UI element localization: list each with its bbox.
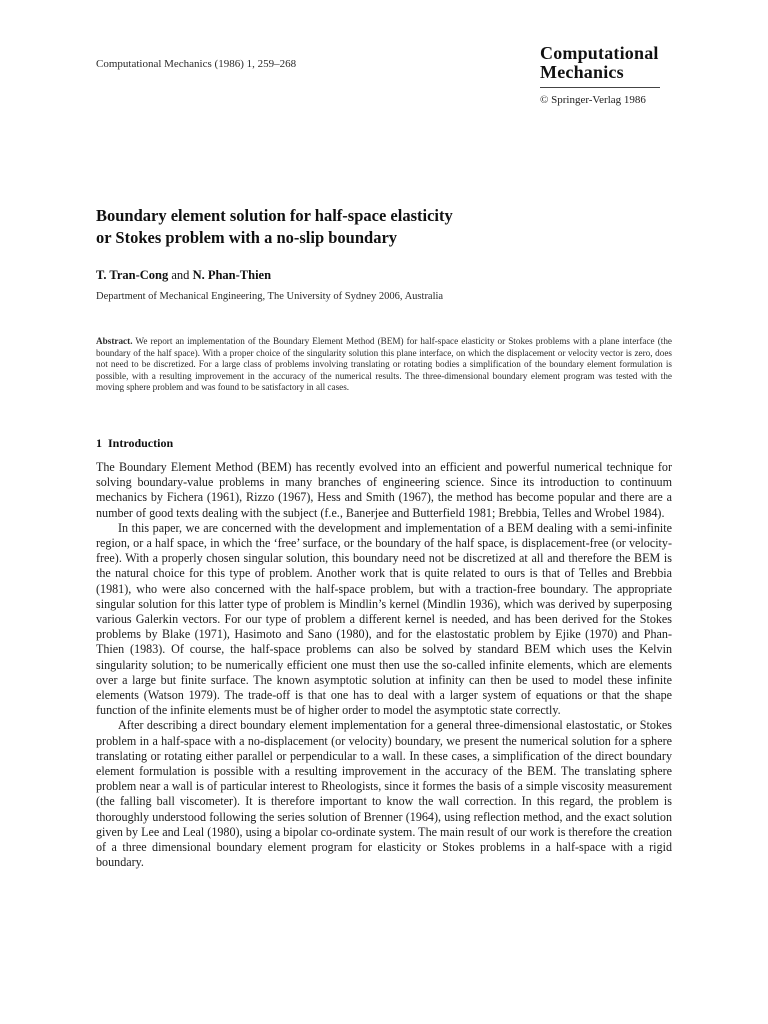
paper-title-line2: or Stokes problem with a no-slip boundary (96, 228, 398, 247)
journal-name-line1: Computational (540, 43, 659, 63)
section-body (96, 460, 672, 870)
paper-title-line1: Boundary element solution for half-space elasticity (96, 206, 453, 225)
paper-title (96, 205, 656, 249)
author-affiliation: Department of Mechanical Engineering, The University of Sydney 2006, Australia (96, 291, 444, 302)
section-heading (96, 436, 173, 451)
paragraph: The Boundary Element Method (BEM) has recently evolved into an efficient and powerful numerical technique for solving boundary-value problems in many branches of engineering science. Since its introduction to continuum mechanics by Fichera (1961), Rizzo (1967), Hess and Smith (1967), the method has become popular and there are a number of good texts dealing with the subject (f.e., Banerjee and Butterfield 1981; Brebbia, Telles and Wrobel 1984). (96, 460, 672, 520)
author-name: N. Phan-Thien (192, 268, 272, 282)
author-conjunction: and (171, 268, 190, 282)
journal-brand (540, 44, 700, 106)
abstract (96, 336, 672, 394)
copyright-notice: © Springer-Verlag 1986 (540, 94, 646, 106)
journal-name (540, 44, 700, 82)
section-number: 1 (96, 436, 102, 450)
paragraph: After describing a direct boundary element implementation for a general three-dimensional elastostatic, or Stokes problem in a half-space with a no-displacement (or velocity) boundary, we present the numerical solution for a sphere translating or rotating either parallel or perpendicular to a wall. In these cases, a simplification of the direct boundary element formulation is possible with a resulting improvement in the accuracy of the BEM. The translating sphere problem near a wall is of particular interest to Rheologists, since it formes the basis of a simple viscosity measurement (the falling ball viscometer). It is therefore important to know the wall correction. In this regard, the problem is thoroughly understood following the series solution of Brenner (1964), using reflection method, and the exact solution given by Lee and Leal (1980), using a bipolar co-ordinate system. The main result of our work is therefore the creation of a three dimensional boundary element program for elasticity or Stokes problems in a half-space with a rigid boundary. (96, 718, 672, 870)
abstract-label: Abstract. (96, 336, 133, 346)
author-name: T. Tran-Cong (96, 268, 169, 282)
section-title: Introduction (108, 436, 174, 450)
journal-divider (540, 87, 660, 88)
journal-reference: Computational Mechanics (1986) 1, 259–268 (96, 58, 297, 70)
paragraph: In this paper, we are concerned with the development and implementation of a BEM dealing with a semi-infinite region, or a half space, in which the ‘free’ surface, or the boundary of the half space, is displacement-free (or velocity-free). With a properly chosen singular solution, this boundary need not be discretized at all and therefore the BEM is the natural choice for this type of problem. Another work that is quite related to ours is that of Telles and Brebbia (1981), who were also concerned with the half-space problem, but with a traction-free boundary. The appropriate singular solution for this latter type of problem is Mindlin’s kernel (Mindlin 1936), which was derived by superposing various Galerkin vectors. For our type of problem a different kernel is needed, and has been derived for the Stokes problems by Blake (1971), Hasimoto and Sano (1980), and for the elastostatic problem by Ejike (1970) and Phan-Thien (1983). Of course, the half-space problems can also be solved by standard BEM which uses the Kelvin singularity solution; to be numerically efficient one must then use the so-called infinite elements, which are elements over a large but finite surface. The known asymptotic solution at infinity can then be used to model these infinite elements (Watson 1979). The trade-off is that one has to deal with a larger system of equations or that the shape function of the infinite elements must be of higher order to model the asymptotic state correctly. (96, 520, 672, 718)
author-list (96, 268, 271, 283)
journal-name-line2: Mechanics (540, 62, 624, 82)
abstract-text: We report an implementation of the Boundary Element Method (BEM) for half-space elasticity or Stokes problems with a plane interface (the boundary of the half space). With a proper choice of the singularity solution this plane interface, on which the displacement or velocity vector is zero, does not need to be discretized. For a large class of problems involving translating or rotating bodies a simplification of the boundary element formulation is possible, with a resulting improvement in the accuracy of the numerical results. The three-dimensional boundary element program was tested with the moving sphere problem and was found to be satisfactory in all cases. (96, 336, 672, 393)
